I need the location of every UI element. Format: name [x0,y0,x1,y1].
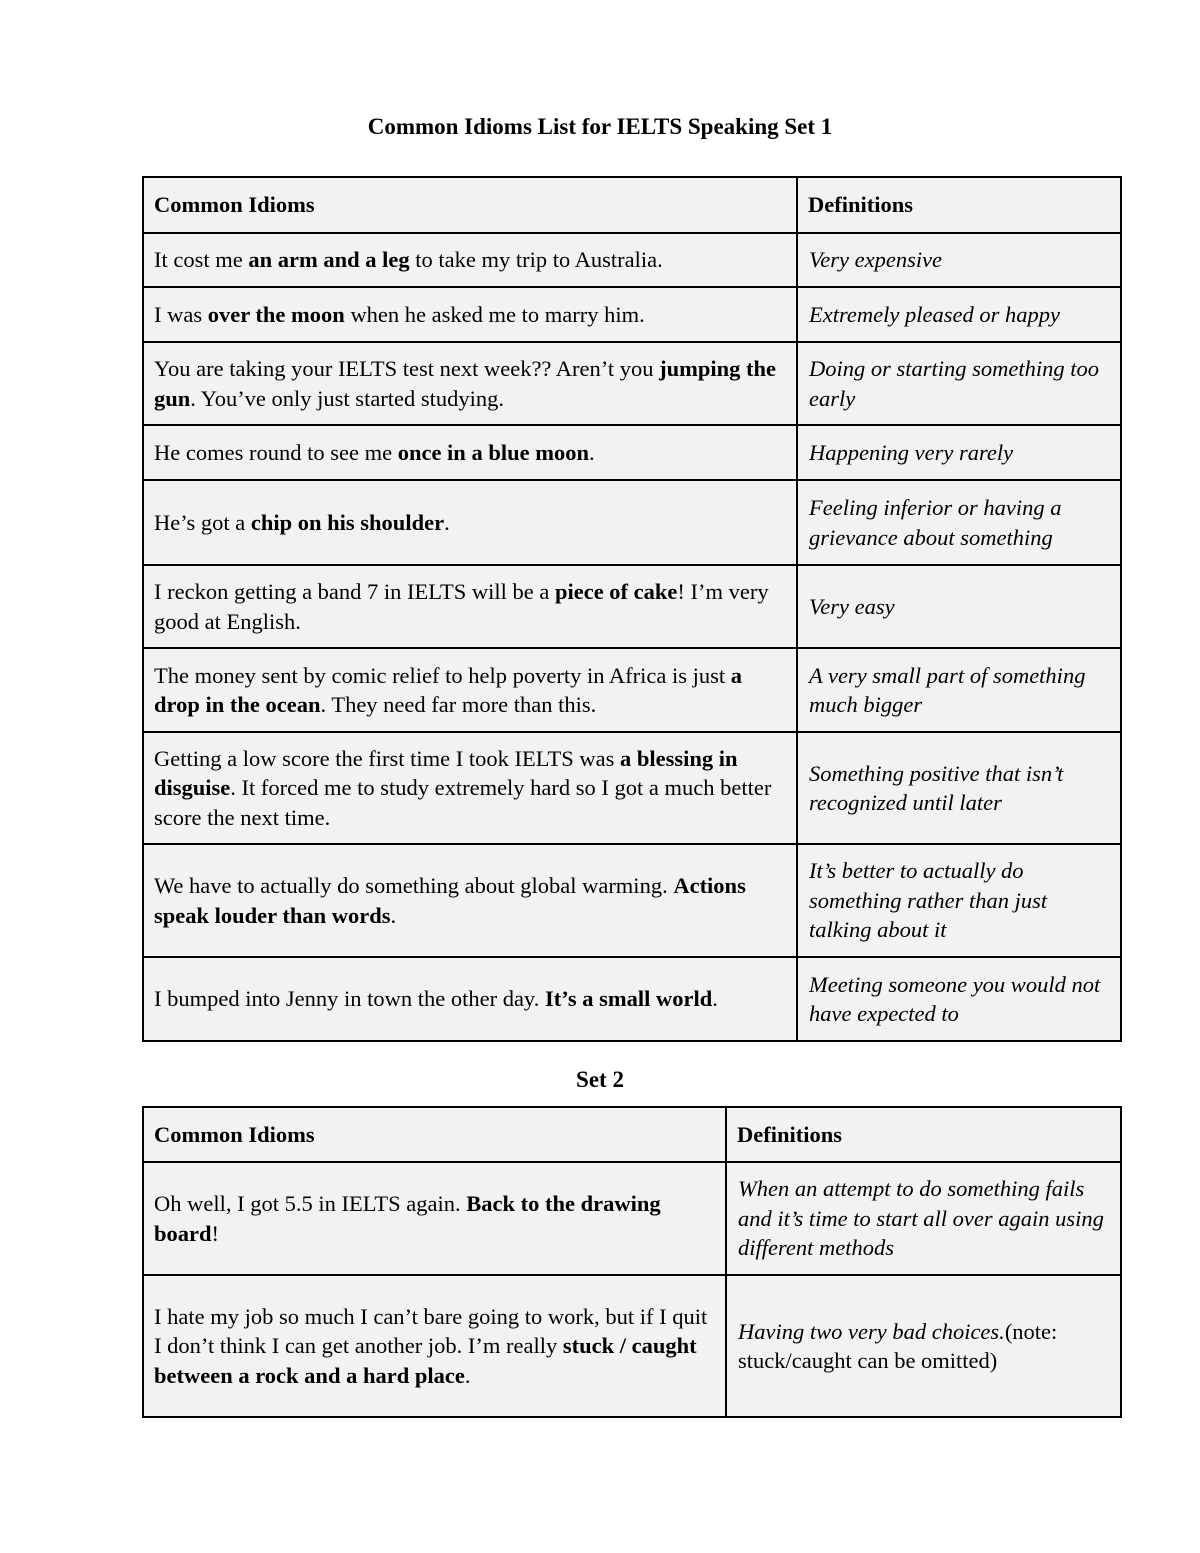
idiom-phrase: over the moon [207,301,345,327]
idiom-phrase: jumping the gun [154,356,777,411]
table-row [143,648,1121,732]
idiom-sentence: We have to actually do something about global warming. Actions speak louder than words. [143,844,797,957]
column-header-definitions: Definitions [797,177,1121,233]
table-row [143,287,1121,342]
idiom-phrase: an arm and a leg [248,247,410,273]
idiom-sentence: It cost me an arm and a leg to take my trip to Australia. [143,233,797,287]
table-header-row [143,1107,1121,1162]
table-row [143,425,1121,480]
idiom-definition: Something positive that isn’t recognized until later [797,732,1121,844]
idiom-definition: A very small part of something much bigger [797,648,1121,732]
idiom-phrase: a drop in the ocean [154,662,742,717]
set1-title: Common Idioms List for IELTS Speaking Set 1 [367,114,833,139]
table-row [143,844,1121,957]
idiom-phrase: chip on his shoulder [250,509,445,535]
idiom-sentence: I reckon getting a band 7 in IELTS will be a piece of cake! I’m very good at English. [143,565,797,648]
idiom-definition: Very easy [797,565,1121,648]
idiom-sentence: I bumped into Jenny in town the other day. It’s a small world. [143,957,797,1041]
table-row [143,1275,1121,1417]
set2-title: Set 2 [576,1067,624,1092]
idiom-definition: Happening very rarely [797,425,1121,480]
idiom-definition: Feeling inferior or having a grievance about something [797,480,1121,565]
idiom-definition: Extremely pleased or happy [797,287,1121,342]
table-row [143,480,1121,565]
idioms-table-set1 [142,176,1122,1042]
idiom-phrase: a blessing in disguise [154,745,738,801]
idiom-phrase: once in a blue moon [397,439,589,465]
table-row [143,565,1121,648]
idiom-phrase: piece of cake [554,579,678,604]
idiom-definition: Having two very bad choices.(note: stuck/caught can be omitted) [726,1275,1121,1417]
idiom-sentence: Oh well, I got 5.5 in IELTS again. Back to the drawing board! [143,1162,726,1275]
definition-note: (note: stuck/caught can be omitted) [738,1318,1058,1373]
idioms-table-set2 [142,1106,1122,1418]
idiom-sentence: He comes round to see me once in a blue moon. [143,425,797,480]
idiom-phrase: Back to the drawing board [154,1191,661,1246]
idiom-definition: Very expensive [797,233,1121,287]
table-row [143,732,1121,844]
table-row [143,233,1121,287]
idiom-sentence: I hate my job so much I can’t bare going to work, but if I quit I don’t think I can get another job. I’m really stuck / caught between a rock and a hard place. [143,1275,726,1417]
idiom-phrase: stuck / caught between a rock and a hard place [154,1333,697,1388]
idiom-definition: Meeting someone you would not have expected to [797,957,1121,1041]
table-row [143,957,1121,1041]
idiom-definition: When an attempt to do something fails and it’s time to start all over again using different methods [726,1162,1121,1275]
idiom-sentence: I was over the moon when he asked me to marry him. [143,287,797,342]
idiom-phrase: It’s a small world [544,986,713,1012]
idiom-definition: It’s better to actually do something rather than just talking about it [797,844,1121,957]
idiom-sentence: You are taking your IELTS test next week?? Aren’t you jumping the gun. You’ve only just started studying. [143,342,797,425]
table-header-row [143,177,1121,233]
idiom-definition: Doing or starting something too early [797,342,1121,425]
table-row [143,1162,1121,1275]
idiom-sentence: The money sent by comic relief to help poverty in Africa is just a drop in the ocean. They need far more than this. [143,648,797,732]
idiom-phrase: Actions speak louder than words [154,873,746,928]
column-header-definitions: Definitions [726,1107,1121,1162]
column-header-idioms: Common Idioms [143,177,797,233]
idiom-sentence: Getting a low score the first time I took IELTS was a blessing in disguise. It forced me to study extremely hard so I got a much better score the next time. [143,732,797,844]
column-header-idioms: Common Idioms [143,1107,726,1162]
idiom-sentence: He’s got a chip on his shoulder. [143,480,797,565]
table-row [143,342,1121,425]
